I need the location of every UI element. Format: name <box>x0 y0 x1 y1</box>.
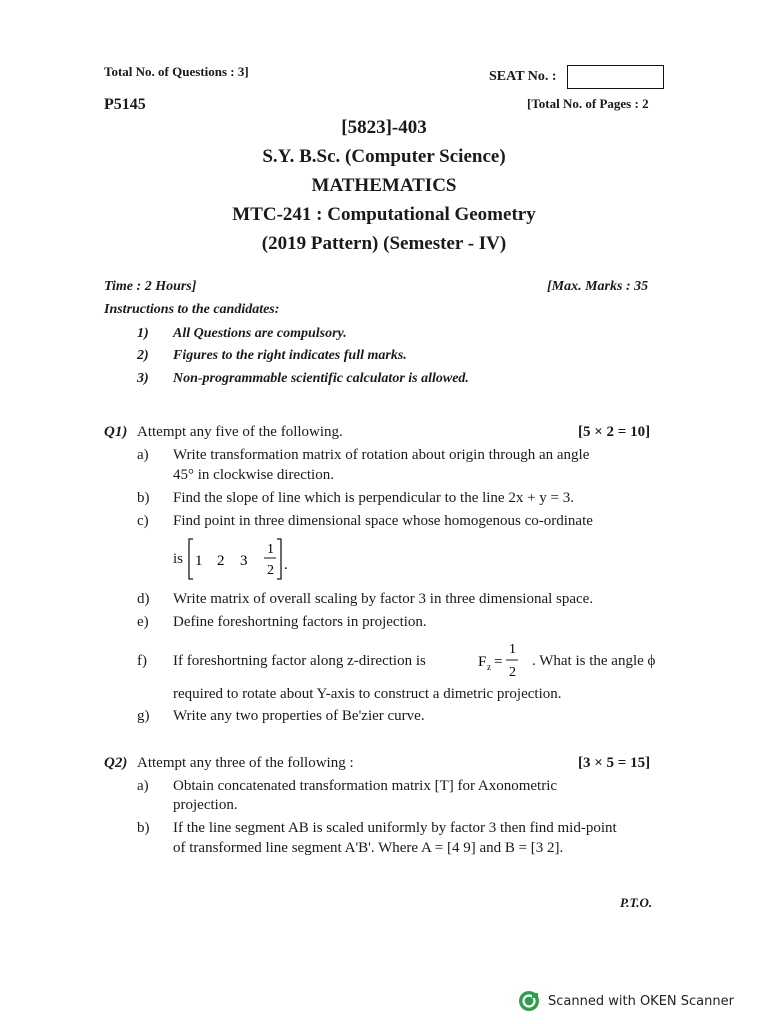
max-marks: [Max. Marks : 35 <box>547 279 649 294</box>
q1-f-line2: required to rotate about Y-axis to construct a dimetric projection. <box>173 686 562 702</box>
foreshortening-formula <box>476 640 530 680</box>
instruction-text: All Questions are compulsory. <box>173 326 347 341</box>
scanner-watermark <box>518 990 734 1012</box>
course-title: S.Y. B.Sc. (Computer Science) <box>262 146 506 167</box>
matrix-entry: 3 <box>240 553 248 569</box>
instruction-text: Non-programmable scientific calculator is allowed. <box>173 371 469 386</box>
subject-title: MATHEMATICS <box>311 175 457 196</box>
q1-c-is: is <box>173 551 184 567</box>
q1-a-line1: Write transformation matrix of rotation about origin through an angle <box>173 447 590 463</box>
pattern-title: (2019 Pattern) (Semester - IV) <box>261 233 507 254</box>
q2-b-line2: of transformed line segment A'B'. Where A = [4 9] and B = [3 2]. <box>173 840 564 856</box>
question-2-label: Q2) <box>104 755 128 771</box>
page-turn-over: P.T.O. <box>620 895 653 910</box>
question-2-marks: [3 × 5 = 15] <box>578 755 651 771</box>
sub-label-g: g) <box>137 708 150 724</box>
sub-label-a: a) <box>137 447 149 463</box>
sub-label-e: e) <box>137 614 149 630</box>
seat-number-box <box>567 65 664 89</box>
oken-scanner-logo-icon <box>518 990 540 1012</box>
q1-b-text: Find the slope of line which is perpendicular to the line 2x + y = 3. <box>173 490 575 506</box>
instruction-number: 3) <box>137 371 149 386</box>
svg-text:.: . <box>284 557 288 573</box>
formula-equals: = <box>494 654 503 670</box>
question-1-text: Attempt any five of the following. <box>137 424 343 440</box>
sub-label-d: d) <box>137 591 150 607</box>
formula-symbol: F <box>478 654 487 670</box>
homogeneous-coordinate-matrix <box>187 536 297 582</box>
formula-denominator: 2 <box>509 665 516 680</box>
sub-label-f: f) <box>137 653 147 669</box>
exam-code: [5823]-403 <box>341 117 427 138</box>
q2-b-line1: If the line segment AB is scaled uniformly by factor 3 then find mid-point <box>173 820 617 836</box>
q1-e-text: Define foreshortning factors in projection. <box>173 614 427 630</box>
sub-label-b: b) <box>137 490 150 506</box>
total-questions: Total No. of Questions : 3] <box>104 64 249 79</box>
sub-label-b: b) <box>137 820 150 836</box>
total-pages: [Total No. of Pages : 2 <box>527 96 649 111</box>
paper-title: MTC-241 : Computational Geometry <box>232 204 536 225</box>
formula-subscript: z <box>487 662 491 672</box>
sub-label-a: a) <box>137 778 149 794</box>
q1-f-line1: If foreshortning factor along z-direction is <box>173 653 426 669</box>
q1-c-line1: Find point in three dimensional space whose homogenous co-ordinate <box>173 513 593 529</box>
matrix-entry: 1 <box>195 553 203 569</box>
question-1-label: Q1) <box>104 424 128 440</box>
seat-number-label: SEAT No. : <box>489 69 557 84</box>
sub-label-c: c) <box>137 513 149 529</box>
matrix-fraction-numerator: 1 <box>267 542 274 557</box>
instructions-title: Instructions to the candidates: <box>104 302 280 317</box>
question-2-text: Attempt any three of the following : <box>137 755 354 771</box>
q2-a-line1: Obtain concatenated transformation matrix [T] for Axonometric <box>173 778 558 794</box>
instruction-number: 2) <box>137 348 149 363</box>
question-1-marks: [5 × 2 = 10] <box>578 424 651 440</box>
matrix-fraction-denominator: 2 <box>267 563 274 578</box>
q1-a-line2: 45° in clockwise direction. <box>173 467 334 483</box>
exam-time: Time : 2 Hours] <box>104 279 197 294</box>
q2-a-line2: projection. <box>173 797 238 813</box>
paper-code: P5145 <box>104 96 146 113</box>
formula-numerator: 1 <box>509 642 516 657</box>
q1-d-text: Write matrix of overall scaling by factor 3 in three dimensional space. <box>173 591 594 607</box>
scanner-text: Scanned with OKEN Scanner <box>548 993 734 1009</box>
instruction-text: Figures to the right indicates full marks. <box>173 348 407 363</box>
q1-f-line1-rest: . What is the angle ϕ <box>532 653 656 669</box>
q1-g-text: Write any two properties of Be'zier curve. <box>173 708 425 724</box>
matrix-entry: 2 <box>217 553 225 569</box>
instruction-number: 1) <box>137 326 149 341</box>
